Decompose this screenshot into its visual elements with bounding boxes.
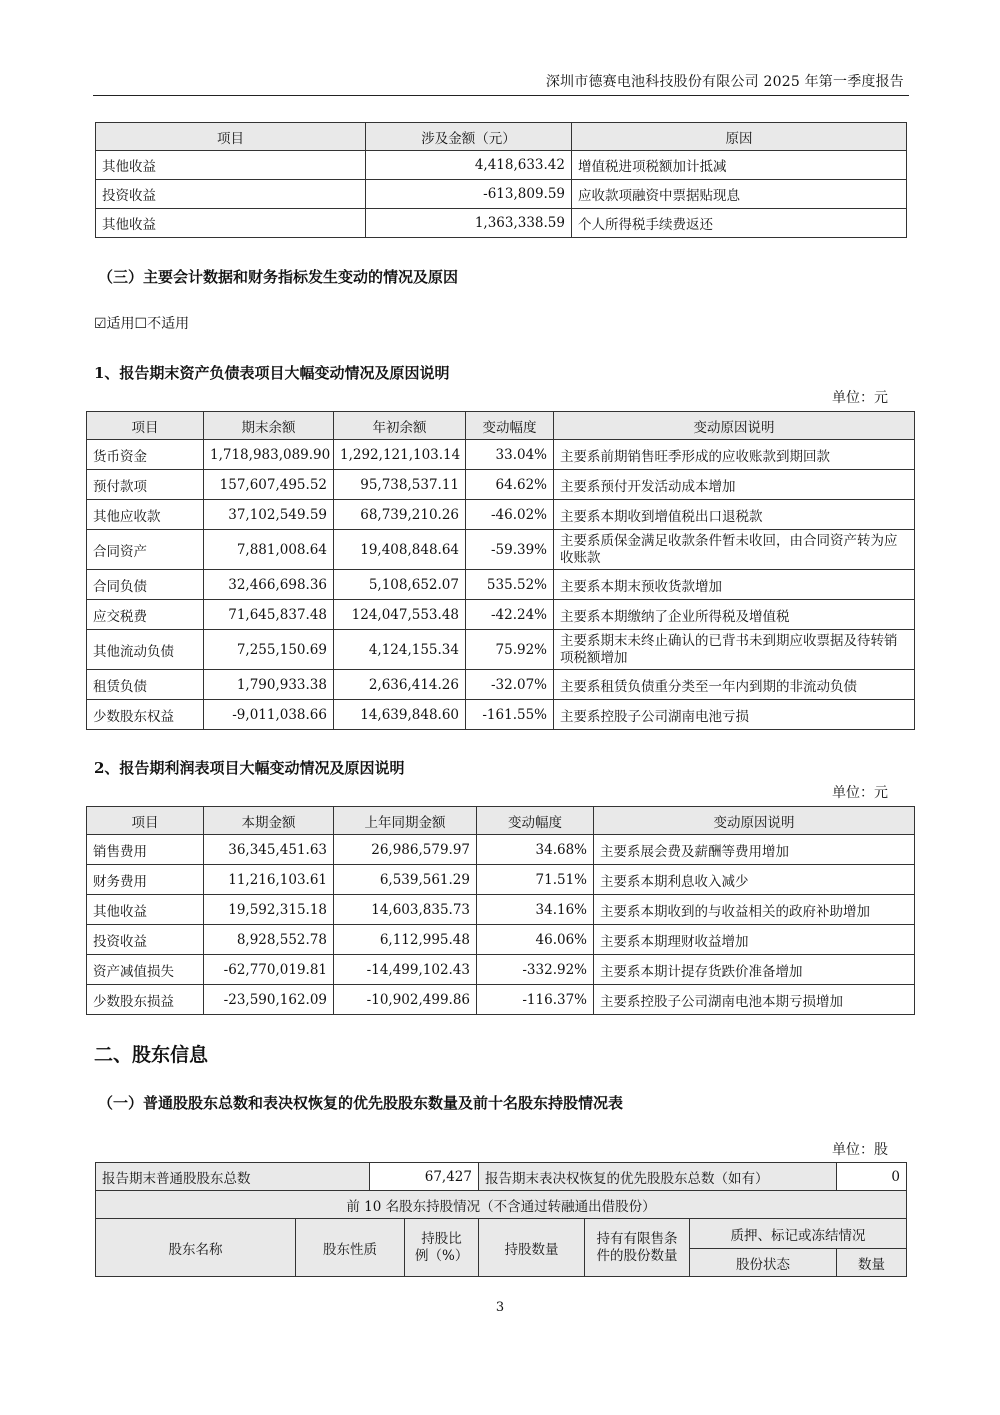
ending-balance-cell: 1,790,933.38 [204,670,334,700]
change-rate-cell: 33.04% [466,440,554,470]
item-cell: 租赁负债 [87,670,204,700]
table-row [96,180,907,209]
column-header: 本期金额 [204,807,334,835]
income-statement-changes-table [86,806,915,1015]
table-row [87,670,915,700]
item-cell: 其他收益 [96,209,366,238]
column-header: 上年同期金额 [334,807,477,835]
column-header: 数量 [837,1249,907,1277]
reason-cell: 主要系本期利息收入减少 [594,865,915,895]
opening-balance-cell: 124,047,553.48 [334,600,466,630]
reason-cell: 增值税进项税额加计抵减 [572,151,907,180]
change-rate-cell: 64.62% [466,470,554,500]
unit-label: 单位：元 [832,785,888,801]
header-divider [93,95,909,96]
column-header: 股东名称 [96,1219,296,1277]
table-row [87,925,915,955]
table-row [87,955,915,985]
table-row [87,600,915,630]
reason-cell: 主要系本期缴纳了企业所得税及增值税 [554,600,915,630]
reason-cell: 主要系期末未终止确认的已背书未到期应收票据及待转销项税额增加 [554,630,915,670]
reason-cell: 主要系本期收到的与收益相关的政府补助增加 [594,895,915,925]
ending-balance-cell: 157,607,495.52 [204,470,334,500]
reason-cell: 主要系预付开发活动成本增加 [554,470,915,500]
prior-amount-cell: 14,603,835.73 [334,895,477,925]
column-header: 持股比例（%） [405,1219,479,1277]
holders-total-label: 报告期末普通股股东总数 [96,1163,370,1191]
column-header: 股份状态 [690,1249,837,1277]
column-header: 项目 [87,412,204,440]
top10-title: 前 10 名股东持股情况（不含通过转融通出借股份） [96,1191,907,1219]
current-amount-cell: 8,928,552.78 [204,925,334,955]
change-rate-cell: 46.06% [477,925,594,955]
table-row [87,985,915,1015]
opening-balance-cell: 19,408,848.64 [334,530,466,570]
ending-balance-cell: -9,011,038.66 [204,700,334,730]
item-cell: 应交税费 [87,600,204,630]
table-row [87,700,915,730]
change-rate-cell: 34.16% [477,895,594,925]
ending-balance-cell: 37,102,549.59 [204,500,334,530]
reason-cell: 应收款项融资中票据贴现息 [572,180,907,209]
reason-cell: 主要系租赁负债重分类至一年内到期的非流动负债 [554,670,915,700]
current-amount-cell: 36,345,451.63 [204,835,334,865]
item-cell: 合同资产 [87,530,204,570]
change-rate-cell: -161.55% [466,700,554,730]
table-header-row [87,807,915,835]
current-amount-cell: 19,592,315.18 [204,895,334,925]
change-rate-cell: -42.24% [466,600,554,630]
reason-cell: 主要系本期收到增值税出口退税款 [554,500,915,530]
prior-amount-cell: 6,112,995.48 [334,925,477,955]
table-row [87,470,915,500]
column-header: 涉及金额（元） [366,123,572,151]
column-header: 原因 [572,123,907,151]
item-cell: 资产减值损失 [87,955,204,985]
item-cell: 其他收益 [96,151,366,180]
unit-label: 单位：元 [832,390,888,406]
table-row [87,440,915,470]
preferred-holders-label: 报告期末表决权恢复的优先股股东总数（如有） [479,1163,837,1191]
subsection-heading: 2、报告期利润表项目大幅变动情况及原因说明 [94,759,405,777]
table-row [96,1191,907,1219]
table-row [87,530,915,570]
ending-balance-cell: 7,881,008.64 [204,530,334,570]
current-amount-cell: 11,216,103.61 [204,865,334,895]
column-header: 变动原因说明 [554,412,915,440]
table-row [96,151,907,180]
item-cell: 销售费用 [87,835,204,865]
column-header: 项目 [96,123,366,151]
column-header: 质押、标记或冻结情况 [690,1219,907,1249]
change-rate-cell: 34.68% [477,835,594,865]
opening-balance-cell: 4,124,155.34 [334,630,466,670]
reason-cell: 个人所得税手续费返还 [572,209,907,238]
amount-cell: 4,418,633.42 [366,151,572,180]
unit-label: 单位：股 [832,1142,888,1158]
item-cell: 预付款项 [87,470,204,500]
change-rate-cell: -116.37% [477,985,594,1015]
reason-cell: 主要系控股子公司湖南电池本期亏损增加 [594,985,915,1015]
column-header: 年初余额 [334,412,466,440]
subsection-heading: 1、报告期末资产负债表项目大幅变动情况及原因说明 [94,364,450,382]
table-row [96,1163,907,1191]
income-items-table [95,122,907,238]
opening-balance-cell: 2,636,414.26 [334,670,466,700]
item-cell: 其他流动负债 [87,630,204,670]
item-cell: 货币资金 [87,440,204,470]
ending-balance-cell: 1,718,983,089.90 [204,440,334,470]
table-row [87,835,915,865]
section-heading: （三）主要会计数据和财务指标发生变动的情况及原因 [98,268,459,286]
reason-cell: 主要系质保金满足收款条件暂未收回，由合同资产转为应收账款 [554,530,915,570]
change-rate-cell: 71.51% [477,865,594,895]
prior-amount-cell: 26,986,579.97 [334,835,477,865]
prior-amount-cell: -10,902,499.86 [334,985,477,1015]
opening-balance-cell: 5,108,652.07 [334,570,466,600]
change-rate-cell: -46.02% [466,500,554,530]
opening-balance-cell: 95,738,537.11 [334,470,466,500]
column-header: 变动幅度 [466,412,554,440]
amount-cell: -613,809.59 [366,180,572,209]
item-cell: 少数股东损益 [87,985,204,1015]
table-header-row [96,1219,907,1249]
section-heading: （一）普通股股东总数和表决权恢复的优先股股东数量及前十名股东持股情况表 [98,1094,624,1112]
part-heading: 二、股东信息 [94,1044,209,1066]
column-header: 持有有限售条件的股份数量 [585,1219,690,1277]
opening-balance-cell: 68,739,210.26 [334,500,466,530]
table-row [87,895,915,925]
item-cell: 少数股东权益 [87,700,204,730]
balance-sheet-changes-table [86,411,915,730]
reason-cell: 主要系本期理财收益增加 [594,925,915,955]
table-header-row [87,412,915,440]
item-cell: 投资收益 [96,180,366,209]
opening-balance-cell: 14,639,848.60 [334,700,466,730]
change-rate-cell: -59.39% [466,530,554,570]
amount-cell: 1,363,338.59 [366,209,572,238]
reason-cell: 主要系本期末预收货款增加 [554,570,915,600]
ending-balance-cell: 7,255,150.69 [204,630,334,670]
opening-balance-cell: 1,292,121,103.14 [334,440,466,470]
change-rate-cell: -332.92% [477,955,594,985]
change-rate-cell: -32.07% [466,670,554,700]
preferred-holders-value: 0 [837,1163,907,1191]
column-header: 持股数量 [479,1219,585,1277]
column-header: 项目 [87,807,204,835]
item-cell: 其他收益 [87,895,204,925]
item-cell: 其他应收款 [87,500,204,530]
item-cell: 投资收益 [87,925,204,955]
item-cell: 合同负债 [87,570,204,600]
column-header: 股东性质 [296,1219,405,1277]
reason-cell: 主要系前期销售旺季形成的应收账款到期回款 [554,440,915,470]
prior-amount-cell: 6,539,561.29 [334,865,477,895]
report-header-title: 深圳市德赛电池科技股份有限公司 2025 年第一季度报告 [545,74,904,90]
applicable-checkbox-line: ☑适用☐不适用 [94,316,190,332]
ending-balance-cell: 32,466,698.36 [204,570,334,600]
table-row [87,630,915,670]
table-row [87,570,915,600]
column-header: 变动幅度 [477,807,594,835]
page-number: 3 [495,1300,505,1315]
table-row [96,209,907,238]
change-rate-cell: 535.52% [466,570,554,600]
column-header: 变动原因说明 [594,807,915,835]
reason-cell: 主要系展会费及薪酬等费用增加 [594,835,915,865]
shareholders-table [95,1162,907,1277]
column-header: 期末余额 [204,412,334,440]
reason-cell: 主要系控股子公司湖南电池亏损 [554,700,915,730]
table-row [87,865,915,895]
change-rate-cell: 75.92% [466,630,554,670]
table-row [87,500,915,530]
table-header-row [96,123,907,151]
current-amount-cell: -23,590,162.09 [204,985,334,1015]
current-amount-cell: -62,770,019.81 [204,955,334,985]
ending-balance-cell: 71,645,837.48 [204,600,334,630]
item-cell: 财务费用 [87,865,204,895]
reason-cell: 主要系本期计提存货跌价准备增加 [594,955,915,985]
holders-total-value: 67,427 [370,1163,479,1191]
prior-amount-cell: -14,499,102.43 [334,955,477,985]
